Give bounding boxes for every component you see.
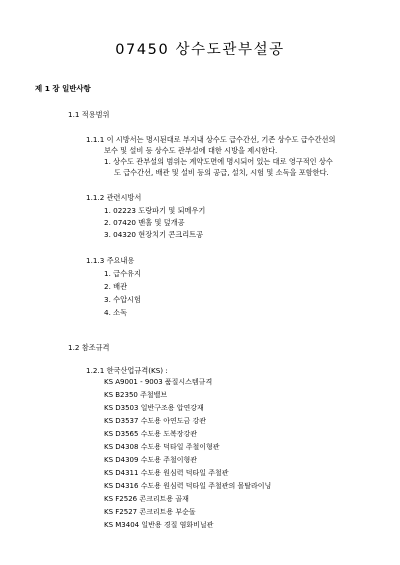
main-content-item: 1. 급수유지 — [104, 269, 141, 278]
reference-standard-item: KS M3404 일반용 경질 염화비닐관 — [104, 521, 214, 529]
item-1-1-3-heading: 1.1.3 주요내용 — [86, 256, 135, 265]
item-1-1-2-heading: 1.1.2 관련시방서 — [86, 193, 142, 202]
item-1-1-1-sub-1-line-2: 도 급수간선, 배관 및 설비 등의 공급, 설치, 시험 및 소독을 포함한다. — [114, 168, 329, 177]
reference-standard-item: KS A9001 - 9003 품질시스템규격 — [104, 378, 213, 386]
reference-standard-item: KS D4311 수도용 원심력 덕타일 주철관 — [104, 469, 229, 477]
reference-standard-item: KS B2350 주철밸브 — [104, 391, 168, 399]
reference-standard-item: KS D3503 일반구조용 압연강재 — [104, 404, 204, 412]
reference-standard-item: KS F2526 콘크리트용 골재 — [104, 495, 189, 503]
reference-standard-item: KS D3565 수도용 도복장강관 — [104, 430, 198, 438]
item-1-2-1-heading: 1.2.1 한국산업규격(KS) : — [86, 366, 168, 375]
section-1-2-heading: 1.2 참조규격 — [68, 343, 110, 352]
section-1-1-heading: 1.1 적용범위 — [68, 110, 110, 119]
reference-standard-item: KS D4308 수도용 덕타일 주철이형관 — [104, 443, 220, 451]
related-spec-item: 1. 02223 도랑파기 및 되메우기 — [104, 206, 206, 215]
item-1-1-1-line-1: 1.1.1 이 시방서는 명시된대로 부지내 상수도 급수간선, 기존 상수도 급수간선의 — [86, 135, 336, 144]
item-1-1-1-line-2: 보수 및 설비 등 상수도 관부설에 대한 시방을 제시한다. — [104, 146, 278, 155]
main-content-item: 3. 수압시험 — [104, 295, 141, 304]
reference-standard-item: KS D4316 수도용 원심력 덕타일 주철관의 몰탈라이닝 — [104, 482, 272, 490]
main-content-item: 2. 배관 — [104, 282, 128, 291]
document-title: 07450 상수도관부설공 — [115, 42, 285, 58]
related-spec-item: 3. 04320 현장치기 콘크리트공 — [104, 230, 204, 239]
reference-standard-item: KS F2527 콘크리트용 부순돌 — [104, 508, 196, 516]
item-1-1-1-sub-1-line-1: 1. 상수도 관부설의 범위는 계약도면에 명시되어 있는 대로 영구적인 상수 — [104, 157, 333, 166]
chapter-1-heading: 제 1 장 일반사항 — [35, 84, 91, 93]
reference-standard-item: KS D3537 수도용 아연도금 강관 — [104, 417, 206, 425]
reference-standard-item: KS D4309 수도용 주철이형관 — [104, 456, 198, 464]
related-spec-item: 2. 07420 맨홀 및 덮개공 — [104, 218, 185, 227]
main-content-item: 4. 소독 — [104, 308, 128, 317]
